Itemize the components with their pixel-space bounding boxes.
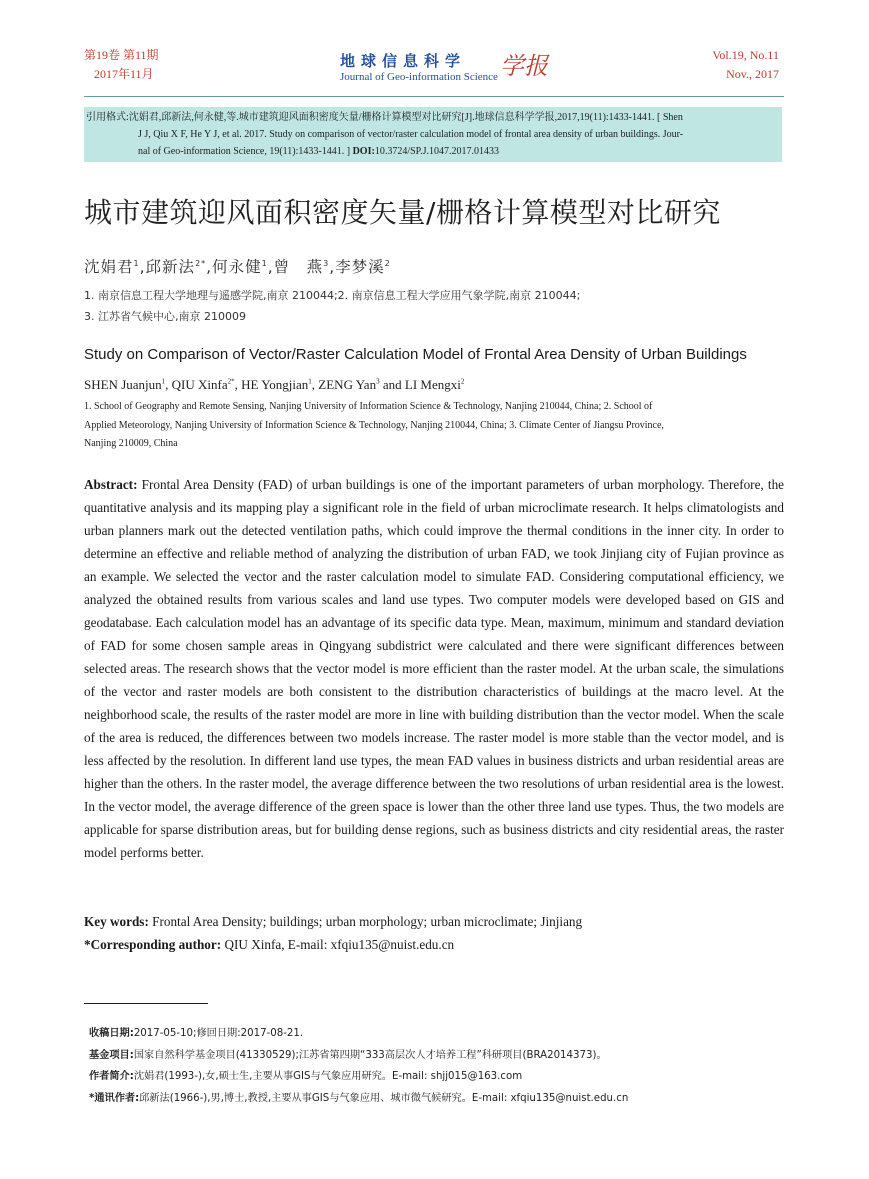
journal-name-cn: 地球信息科学 bbox=[340, 52, 467, 70]
author-sup: 1 bbox=[308, 377, 312, 386]
citation-text-1: 沈娟君,邱新法,何永健,等.城市建筑迎风面积密度矢量/栅格计算模型对比研究[J].地球信息科学学报,2017,19(11):1433-1441. [ Shen bbox=[128, 112, 683, 123]
footnote-received bbox=[89, 1023, 628, 1045]
author-name-en: HE Yongjian bbox=[241, 377, 309, 392]
abstract-text: Frontal Area Density (FAD) of urban buildings is one of the important parameters of urban morphology. Therefore, the quantitative analysis and its mapping play a significant role in the field of urban microclimate research. It helps climatologists and urban planners mark out the detected ventilation paths, which could improve the thermal conditions in the inner city. In order to determine an effective and reliable method of analyzing the distribution of urban FAD, we took Jinjiang city of Fujian province as an example. We selected the vector and the raster calculation model to simulate FAD. Considering computational efficiency, we analyzed the obtained results from various scales and land use types. Two computer models were developed based on GIS and geodatabase. Each calculation model has an advantage of its specific data type. Mean, maximum, minimum and standard deviation of FAD for some chosen sample areas in Qingyang subdistrict were calculated and there were significant differences between selected areas. The research shows that the vector model is more efficient than the raster model. At the urban scale, the simulations of the vector and raster models are both consistent to the distribution characteristics of buildings at the macro level. At the neighborhood scale, the results of the raster model are more in line with building distribution than the vector model. When the scale of the area is reduced, the differences between two models increase. The raster model is more stable than the vector model, and is less affected by the resolution. In different land use types, the mean FAD values in business districts and urban residential areas are higher than the others. In the raster model, the average difference between the two resolutions of urban residential area is the lowest. In the vector model, the average difference of the green space is lower than the other three land use types. Thus, the two models are applicable for sparse distribution areas, but for building dense regions, such as business districts and city residential areas, the raster model performs better. bbox=[84, 477, 785, 860]
affiliation-en-line: 1. School of Geography and Remote Sensing, Nanjing University of Information Science & Technology, Nanjing 210044, China; 2. School of bbox=[84, 401, 653, 412]
affiliation-cn-line: 3. 江苏省气候中心,南京 210009 bbox=[84, 310, 246, 323]
volume-issue-en: Vol.19, No.11 bbox=[712, 48, 779, 62]
author-sup: 1 bbox=[161, 377, 166, 386]
author-name-cn: 何永健 bbox=[212, 258, 262, 276]
author-name-en: SHEN Juanjun bbox=[84, 377, 162, 392]
journal-logo bbox=[340, 50, 550, 83]
citation-text-3: nal of Geo-information Science, 19(11):1433-1441. ] bbox=[138, 146, 353, 157]
author-name-cn: 李梦溪 bbox=[335, 258, 385, 276]
footnote-text: 沈娟君(1993-),女,硕士生,主要从事GIS与气象应用研究。E-mail: shjj015@163.com bbox=[133, 1071, 523, 1082]
footnote-text: 邱新法(1966-),男,博士,教授,主要从事GIS与气象应用、城市微气候研究。E-mail: xfqiu135@nuist.edu.cn bbox=[139, 1092, 629, 1104]
paper-title-cn: 城市建筑迎风面积密度矢量/栅格计算模型对比研究 bbox=[84, 196, 721, 229]
doi-link[interactable]: 10.3724/SP.J.1047.2017.01433 bbox=[374, 146, 499, 157]
footnote-corresponding bbox=[89, 1088, 628, 1110]
footnote-author-bio bbox=[89, 1066, 628, 1088]
journal-name-en: Journal of Geo-information Science bbox=[340, 71, 498, 83]
affiliation-en-line: Nanjing 210009, China bbox=[84, 438, 178, 449]
author-sup: 2 bbox=[384, 258, 391, 268]
affiliation-en-line: Applied Meteorology, Nanjing University of Information Science & Technology, Nanjing 210044, China; 3. Climate Center of Jiangsu Province, bbox=[84, 419, 664, 431]
footnote-key: *通讯作者: bbox=[89, 1092, 140, 1104]
author-sup: 2* bbox=[227, 377, 235, 386]
author-name-en: LI Mengxi bbox=[404, 377, 461, 392]
citation-line-2: J J, Qiu X F, He Y J, et al. 2017. Study on comparison of vector/raster calculation model of frontal area density of urban buildings. Jour- bbox=[138, 129, 684, 140]
citation-label: 引用格式: bbox=[86, 112, 129, 123]
abstract bbox=[84, 473, 784, 864]
author-name-cn: 邱新法 bbox=[145, 258, 196, 276]
paper-title-en: Study on Comparison of Vector/Raster Calculation Model of Frontal Area Density of Urban Buildings bbox=[84, 346, 747, 363]
footnote-funding bbox=[89, 1045, 628, 1067]
corresponding-label: *Corresponding author: bbox=[84, 937, 222, 952]
footnote-divider bbox=[84, 1003, 208, 1004]
author-sup: 3 bbox=[376, 377, 380, 386]
keywords-text: Frontal Area Density; buildings; urban morphology; urban microclimate; Jinjiang bbox=[152, 914, 583, 929]
affiliation-cn-line: 1. 南京信息工程大学地理与遥感学院,南京 210044;2. 南京信息工程大学应用气象学院,南京 210044; bbox=[84, 289, 581, 302]
header-volume-en bbox=[712, 46, 779, 84]
author-name-cn: 曾 燕 bbox=[273, 258, 324, 276]
author-sup: 2 bbox=[460, 377, 465, 386]
doi-label: DOI: bbox=[352, 146, 375, 157]
citation-line-1 bbox=[86, 109, 780, 126]
corresponding-author bbox=[84, 933, 454, 956]
affiliations-cn bbox=[84, 285, 580, 327]
footnote-key: 作者简介: bbox=[89, 1071, 134, 1082]
journal-logo-mark: 学报 bbox=[500, 52, 548, 80]
affiliations-en bbox=[84, 398, 784, 454]
keywords bbox=[84, 910, 582, 933]
issue-date-en: Nov., 2017 bbox=[726, 67, 779, 81]
keywords-label: Key words: bbox=[84, 914, 149, 929]
footnotes bbox=[89, 1023, 628, 1109]
author-list-cn: 沈娟君$^1$,邱新法$^{2*}$,何永健$^1$,曾 燕$^3$,李梦溪$^2$ bbox=[84, 258, 391, 276]
abstract-label: Abstract: bbox=[84, 477, 138, 492]
issue-date-cn: 2017年11月 bbox=[94, 67, 154, 81]
footnote-key: 基金项目: bbox=[89, 1049, 134, 1061]
footnote-text: 2017-05-10;修回日期:2017-08-21. bbox=[133, 1028, 304, 1039]
author-sup: 1 bbox=[261, 258, 268, 268]
author-sup: 1 bbox=[133, 258, 140, 268]
header-divider bbox=[84, 96, 784, 97]
citation-line-3 bbox=[86, 143, 780, 160]
citation-box bbox=[84, 107, 782, 162]
header-volume-cn bbox=[84, 46, 159, 84]
corresponding-text: QIU Xinfa, E-mail: xfqiu135@nuist.edu.cn bbox=[224, 937, 455, 952]
author-sup: 2* bbox=[195, 258, 207, 268]
footnote-key: 收稿日期: bbox=[89, 1028, 134, 1039]
author-name-cn: 沈娟君 bbox=[84, 258, 134, 276]
author-list-en: SHEN Juanjun$^1$, QIU Xinfa$^{2*}$, HE Yongjian$^1$, ZENG Yan$^3$ and LI Mengxi$^2$ bbox=[84, 377, 465, 392]
footnote-text: 国家自然科学基金项目(41330529);江苏省第四期“333高层次人才培养工程”科研项目(BRA2014373)。 bbox=[133, 1049, 607, 1061]
author-name-en: QIU Xinfa bbox=[171, 377, 228, 392]
author-name-en: ZENG Yan bbox=[318, 377, 377, 392]
volume-issue-cn: 第19卷 第11期 bbox=[84, 48, 159, 62]
author-sup: 3 bbox=[323, 258, 330, 268]
